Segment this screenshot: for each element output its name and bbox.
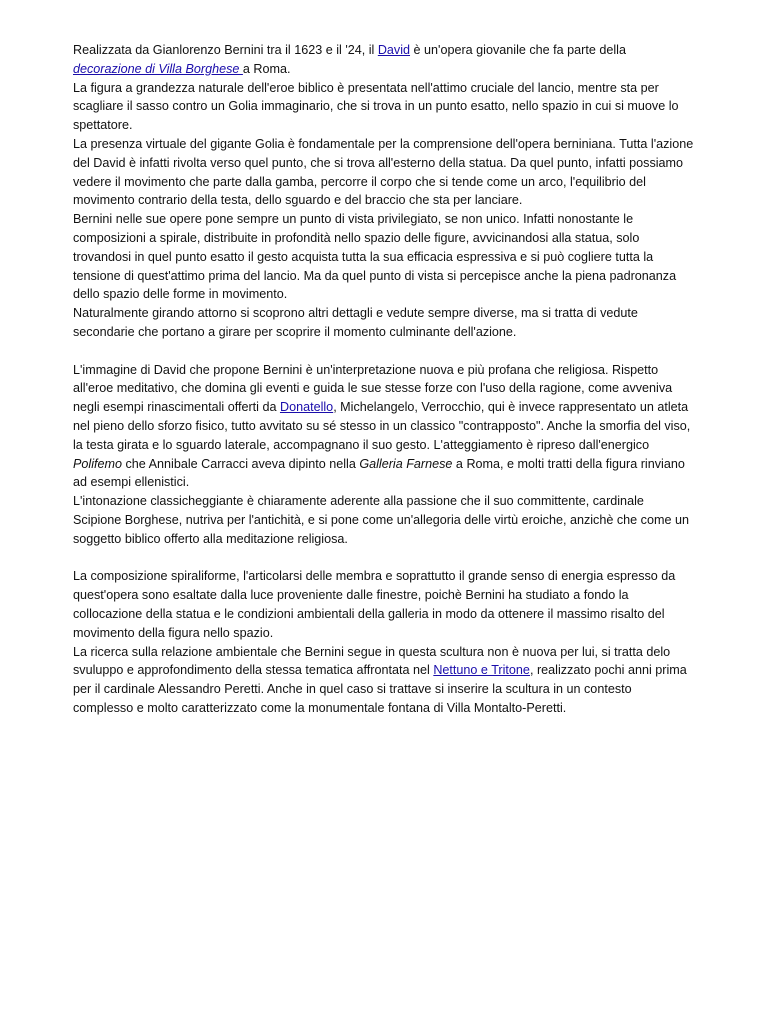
text-run: La presenza virtuale del gigante Golia è fondamentale per la comprensione dell'opera berniniana. Tutta l'azione del David è infatti rivolta verso quel punto, che si trova all'esterno della statua. Da quel punto, infatti possiamo vedere il movimento che parte dalla gamba, percorre il corpo che si tende come un arco, l'equilibrio del movimento contrario della testa, dello sguardo e del braccio che sta per lanciare.	[73, 136, 694, 208]
text-run: a Roma.	[242, 61, 291, 76]
paragraph	[73, 79, 695, 135]
text-run: è un'opera giovanile che fa parte della	[410, 43, 626, 57]
italic-text: Polifemo	[73, 456, 122, 471]
text-run: , realizzato pochi anni prima per il cardinale Alessandro Peretti. Anche in quel caso si trattave si inserire la scultura in un contesto complesso e molto caratterizzato come la monumentale fontana di Villa Montalto-Peretti.	[73, 663, 687, 715]
link-david[interactable]: David	[377, 43, 411, 57]
paragraph-gap	[73, 342, 695, 361]
link-nettuno-e-tritone[interactable]: Nettuno e Tritone	[433, 663, 530, 678]
paragraph	[73, 643, 695, 718]
text-run: La figura a grandezza naturale dell'eroe biblico è presentata nell'attimo cruciale del lancio, mentre sta per scagliare il sasso contro un Golia immaginario, che si trova in un punto esatto, nello spazio in cui si muove lo spettatore.	[73, 80, 679, 133]
text-run: L'immagine di David che propone Bernini è un'interpretazione nuova e più profana che religiosa. Rispetto all'eroe meditativo, che domina gli eventi e guida le sue stesse forze con l'uso della ragione, come avveniva negli esempi rinascimentali offerti da	[73, 362, 673, 415]
text-run: , Michelangelo, Verrocchio, qui è invece rappresentato un atleta nel pieno dello sforzo fisico, tutto avvitato su sé stesso in un classico "contrapposto". Anche la smorfia del viso, la testa girata e lo sguardo laterale, accompagnano il suo gesto. L'atteggiamento è ripreso dall'energico	[73, 400, 691, 452]
link-donatello[interactable]: Donatello	[279, 400, 334, 415]
paragraph	[73, 304, 695, 342]
paragraph	[73, 41, 695, 79]
text-run: a Roma, e molti tratti della figura rinviano ad esempi ellenistici.	[73, 456, 685, 490]
paragraph	[73, 567, 695, 642]
text-run: Bernini nelle sue opere pone sempre un punto di vista privilegiato, se non unico. Infatti nonostante le composizioni a spirale, distribuite in profondità nello spazio delle figure, avvicinandosi alla statua, solo trovandosi in quel punto esatto il gesto acquista tutta la sua efficacia espressiva e si può cogliere tutta la tensione di quest'attimo prima del lancio. Ma da quel punto di vista si percepisce anche la piena padronanza dello spazio delle forme in movimento.	[73, 212, 677, 302]
text-run: che Annibale Carracci aveva dipinto nella	[122, 456, 360, 471]
paragraph	[73, 361, 695, 493]
document-body	[73, 41, 695, 718]
paragraph	[73, 492, 695, 548]
italic-text: Galleria Farnese	[359, 456, 453, 471]
paragraph-gap	[73, 549, 695, 568]
text-run: Realizzata da Gianlorenzo Bernini tra il 1623 e il '24, il	[73, 43, 378, 57]
text-run: Naturalmente girando attorno si scoprono altri dettagli e vedute sempre diverse, ma si tratta di vedute secondarie che portano a girare per scoprire il momento culminante dell'azione.	[73, 306, 638, 339]
link-decorazione-villa-borghese[interactable]: decorazione di Villa Borghese	[73, 61, 243, 76]
text-run: La ricerca sulla relazione ambientale che Bernini segue in questa scultura non è nuova per lui, si tratta delo svuluppo e approfondimento della stessa tematica affrontata nel	[73, 644, 671, 678]
paragraph	[73, 210, 695, 304]
paragraph	[73, 135, 695, 210]
text-run: La composizione spiraliforme, l'articolarsi delle membra e soprattutto il grande senso di energia espresso da quest'opera sono esaltate dalla luce proveniente dalle finestre, poichè Bernini ha studiato a fondo la collocazione della statua e le condizioni ambientali della galleria in modo da ottenere il massimo risalto del movimento della figura nello spazio.	[73, 569, 676, 640]
text-run: L'intonazione classicheggiante è chiaramente aderente alla passione che il suo committente, cardinale Scipione Borghese, nutriva per l'antichità, e si pone come un'allegoria delle virtù eroiche, anzichè che come un soggetto biblico offerto alla meditazione religiosa.	[73, 494, 689, 546]
